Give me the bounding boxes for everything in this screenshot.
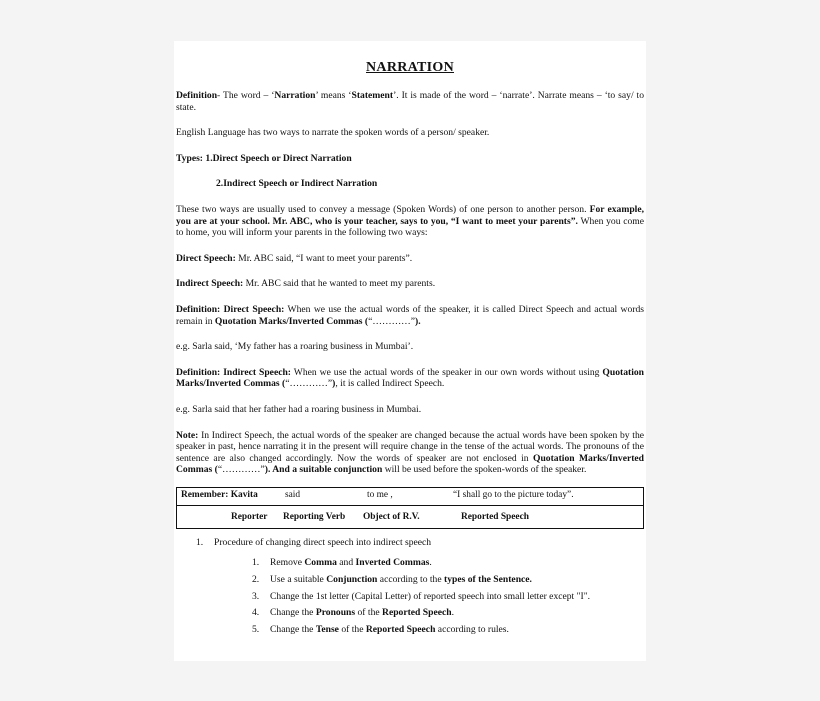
note-text: will be used before the spoken-words of the speaker. [382,464,587,476]
note-term: ). And a suitable conjunction [264,464,383,476]
step-text: according to the [377,574,445,586]
step-text: . [429,557,432,569]
remember-verb: said [285,489,301,500]
definition-text: - The word – ‘ [217,90,275,101]
procedure-heading-text: Procedure of changing direct speech into indirect speech [214,536,432,548]
remember-quote: “I shall go to the picture today”. [453,489,574,500]
usage-text: These two ways are usually used to convey a message (Spoken Words) of one person to another person. [176,203,590,215]
step-term: Reported Speech [382,607,452,619]
direct-speech-label: Direct Speech: [176,252,236,264]
indirect-speech-eg: e.g. Sarla said that her father had a roaring business in Mumbai. [176,403,422,415]
note-text: “…………” [217,464,265,476]
remember-label: Remember: Kavita [181,489,258,500]
definition-text: When we use the actual words of the speaker in our own words without using [291,366,603,378]
step-number: 4. [252,607,260,619]
step-text: Change the 1st letter (Capital Letter) of reported speech into small letter except "I". [270,590,591,602]
step-text: of the [338,623,366,635]
direct-speech-eg: e.g. Sarla said, ‘My father has a roaring business in Mumbai’. [176,341,414,353]
document-body [176,60,644,641]
list-item [252,607,644,619]
definition-text: “…………” [368,315,416,327]
remember-header-object: Object of R.V. [363,511,420,522]
step-number: 5. [252,623,260,635]
definition-label: Definition [176,90,218,101]
step-term: Reported Speech [365,623,436,635]
note-text: In Indirect Speech, the actual words of the speaker are changed because the actual words have been spoken by the speaker in past, hence narrating it in the present will require change in the tense of the actual words. The pronouns of the sentence are also changed accordingly. Now the words of speaker are not enclosed in [176,429,644,464]
step-text: . [451,607,454,619]
remember-header-reporter: Reporter [231,511,268,522]
step-term: types of the Sentence. [444,574,532,586]
definition-text: ’ means ‘ [315,90,352,101]
direct-speech-definition [176,304,644,327]
definition-term: Statement [351,90,394,101]
step-text: Remove [270,557,305,569]
list-item [252,557,644,569]
step-term: Comma [304,557,337,569]
step-text: of the [355,607,383,619]
usage-text: When you come to home, you will inform your parents in the following two ways: [176,215,644,239]
procedure-section [176,537,644,636]
usage-paragraph [176,204,644,239]
definition-paragraph [176,90,644,113]
definition-label: Definition: Direct Speech: [176,303,285,315]
definition-text: When we use the actual words of the speaker, it is called Direct Speech and actual words remain in [176,303,645,327]
procedure-steps [252,557,644,635]
step-number: 1. [252,557,260,569]
step-text: Change the [270,607,316,619]
list-item [252,574,644,586]
usage-example: For example, you are at your school. Mr. ABC, who is your teacher, says to you, “I want to meet your parents”. [176,203,644,227]
indirect-speech-definition [176,367,644,390]
definition-term: ). [415,315,421,327]
list-item [252,591,644,603]
step-text: according to rules. [435,623,509,635]
definition-term: Quotation Marks/Inverted Commas ( [214,315,369,327]
step-text: and [336,557,356,569]
step-term: Pronouns [315,607,356,619]
definition-text: “…………” [285,378,333,390]
definition-term: ) [332,378,336,390]
list-item [252,624,644,636]
direct-speech-text: Mr. ABC said, “I want to meet your parents”. [235,252,413,264]
remember-header-reported-speech: Reported Speech [461,511,529,522]
definition-label: Definition: Indirect Speech: [176,366,291,378]
intro-paragraph: English Language has two ways to narrate the spoken words of a person/ speaker. [176,127,490,139]
remember-header-reporting-verb: Reporting Verb [283,511,346,522]
remember-sentence-row [177,488,643,506]
direct-speech-example [176,253,644,265]
types-line-2: 2.Indirect Speech or Indirect Narration [216,178,378,190]
indirect-speech-label: Indirect Speech: [176,278,244,290]
procedure-number: 1. [196,536,204,548]
definition-text: , it is called Indirect Speech. [335,378,445,390]
note-term: Quotation Marks/Inverted Commas ( [176,452,644,476]
remember-object: to me , [367,489,393,500]
indirect-speech-example [176,278,644,290]
remember-box [176,487,644,529]
step-term: Tense [315,623,339,635]
step-number: 2. [252,574,260,586]
remember-header-row [177,506,643,528]
procedure-heading [196,537,644,549]
step-text: Change the [270,623,316,635]
definition-term: Quotation Marks/Inverted Commas ( [176,366,645,390]
page-title: NARRATION [366,60,454,75]
definition-term: Narration [274,90,316,101]
note-paragraph [176,430,644,476]
step-number: 3. [252,590,260,602]
note-label: Note: [176,429,199,441]
indirect-speech-text: Mr. ABC said that he wanted to meet my parents. [243,278,436,290]
step-term: Conjunction [326,574,378,586]
types-line-1: Types: 1.Direct Speech or Direct Narration [176,152,352,164]
step-term: Inverted Commas [355,557,430,569]
definition-text: ’. It is made of the word – ‘narrate’. Narrate means – ‘to say/ to state. [176,90,645,113]
step-text: Use a suitable [270,574,327,586]
